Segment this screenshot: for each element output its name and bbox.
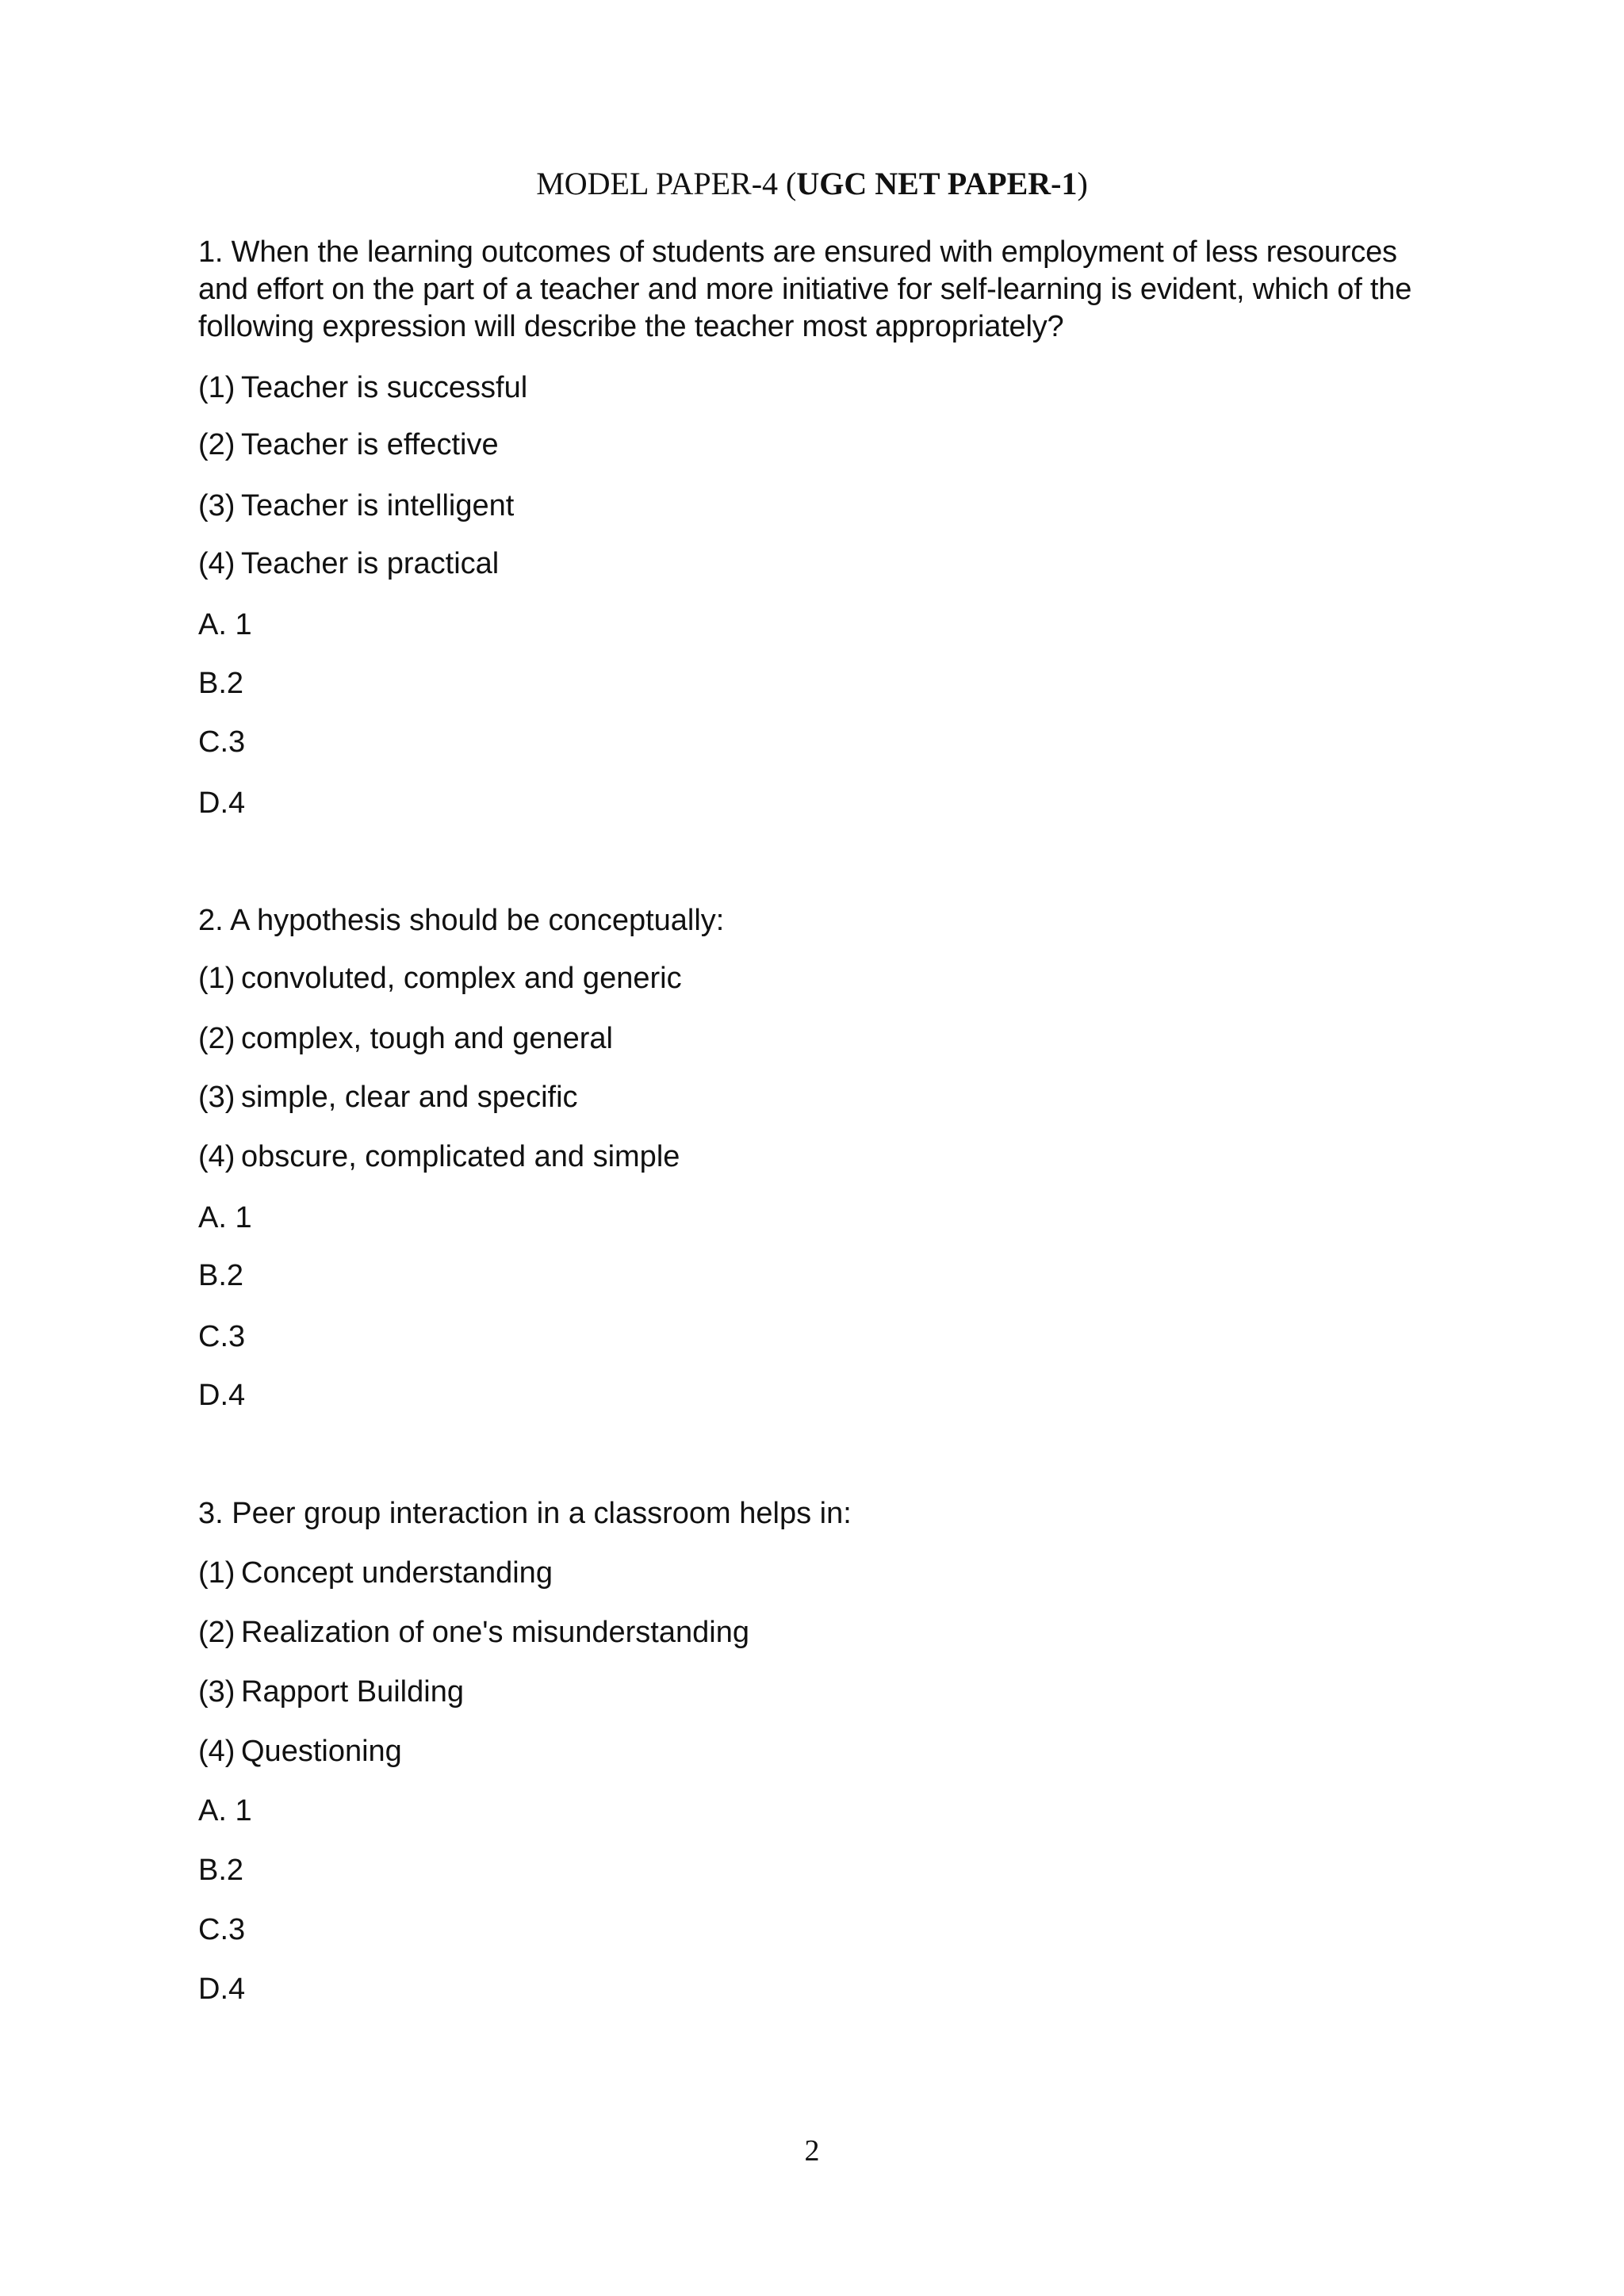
title-suffix: ) xyxy=(1077,166,1088,201)
question-3-option-1: (1) Concept understanding xyxy=(198,1556,553,1590)
question-2-option-2: (2) complex, tough and general xyxy=(198,1022,613,1055)
question-2-answer-b: B.2 xyxy=(198,1259,244,1292)
question-2-option-3: (3) simple, clear and specific xyxy=(198,1081,578,1114)
question-1-stem: 1. When the learning outcomes of students are ensured with employment of less resources and effort on the part of a teacher and more initiative for self-learning is evident, which of the following expression will describe the teacher most appropriately? xyxy=(198,235,1412,343)
question-2-option-1: (1) convoluted, complex and generic xyxy=(198,962,682,995)
question-3-answer-c: C.3 xyxy=(198,1913,246,1946)
question-3-option-2: (2) Realization of one's misunderstanding xyxy=(198,1616,749,1649)
question-2-stem: 2. A hypothesis should be conceptually: xyxy=(198,904,725,937)
question-1-option-1: (1) Teacher is successful xyxy=(198,371,528,404)
question-3-option-4: (4) Questioning xyxy=(198,1735,402,1768)
page-number: 2 xyxy=(804,2134,820,2168)
question-2-answer-a: A. 1 xyxy=(198,1201,252,1234)
question-3-stem: 3. Peer group interaction in a classroom helps in: xyxy=(198,1497,852,1530)
question-1-option-3: (3) Teacher is intelligent xyxy=(198,489,515,522)
question-3-answer-a: A. 1 xyxy=(198,1794,252,1827)
question-2-answer-c: C.3 xyxy=(198,1320,246,1353)
page-title xyxy=(0,162,1624,206)
title-prefix: MODEL PAPER-4 ( xyxy=(536,166,797,201)
question-1-option-2: (2) Teacher is effective xyxy=(198,428,499,461)
question-1-option-4: (4) Teacher is practical xyxy=(198,547,500,580)
question-3-option-3: (3) Rapport Building xyxy=(198,1675,464,1709)
question-3-answer-b: B.2 xyxy=(198,1854,244,1887)
title-bold: UGC NET PAPER-1 xyxy=(796,166,1078,201)
question-1-answer-d: D.4 xyxy=(198,786,246,820)
question-3-answer-d: D.4 xyxy=(198,1973,246,2006)
question-2-option-4: (4) obscure, complicated and simple xyxy=(198,1140,680,1173)
question-1-answer-c: C.3 xyxy=(198,725,246,759)
question-1-answer-b: B.2 xyxy=(198,667,244,700)
question-2-answer-d: D.4 xyxy=(198,1379,246,1412)
question-1-answer-a: A. 1 xyxy=(198,608,252,641)
